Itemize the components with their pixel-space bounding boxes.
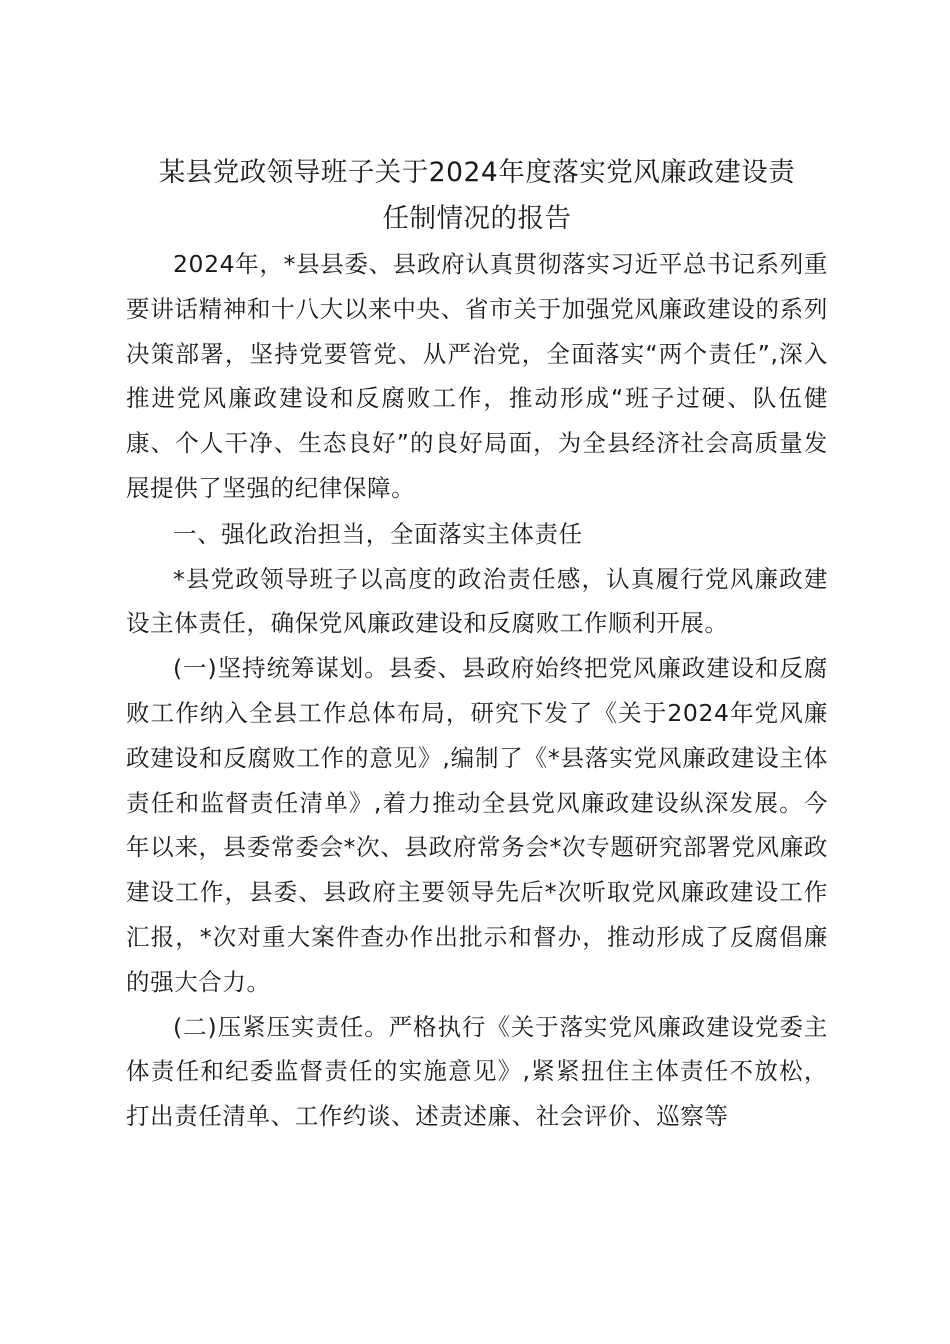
document-title-line-2: 任制情况的报告 [382,203,572,234]
subsection-1-paragraph: (一)坚持统筹谋划。县委、县政府始终把党风廉政建设和反腐败工作纳入全县工作总体布局，研究下发了《关于2024年党风廉政建设和反腐败工作的意见》,编制了《*县落实党风廉政建设主体责任和监督责任清单》,着力推动全县党风廉政建设纵深发展。今年以来，县委常委会*次、县政府常务会*次专题研究部署党风廉政建设工作，县委、县政府主要领导先后*次听取党风廉政建设工作汇报，*次对重大案件查办作出批示和督办，推动形成了反腐倡廉的强大合力。 [126,654,828,996]
intro-paragraph: 2024年，*县县委、县政府认真贯彻落实习近平总书记系列重要讲话精神和十八大以来中央、省市关于加强党风廉政建设的系列决策部署，坚持党要管党、从严治党，全面落实“两个责任”,深入推进党风廉政建设和反腐败工作，推动形成“班子过硬、队伍健康、个人干净、生态良好”的良好局面，为全县经济社会高质量发展提供了坚强的纪律保障。 [126,250,828,502]
section-heading-1: 一、强化政治担当，全面落实主体责任 [173,519,583,548]
document-title [126,150,828,242]
document-title-line-1: 某县党政领导班子关于2024年度落实党风廉政建设责 [158,157,796,188]
subsection-2-paragraph: (二)压紧压实责任。严格执行《关于落实党风廉政建设党委主体责任和纪委监督责任的实施意见》,紧紧扭住主体责任不放松，打出责任清单、工作约谈、述责述廉、社会评价、巡察等 [126,1012,828,1131]
section-1-paragraph: *县党政领导班子以高度的政治责任感，认真履行党风廉政建设主体责任，确保党风廉政建设和反腐败工作顺利开展。 [126,564,828,638]
document-body [126,150,828,1139]
